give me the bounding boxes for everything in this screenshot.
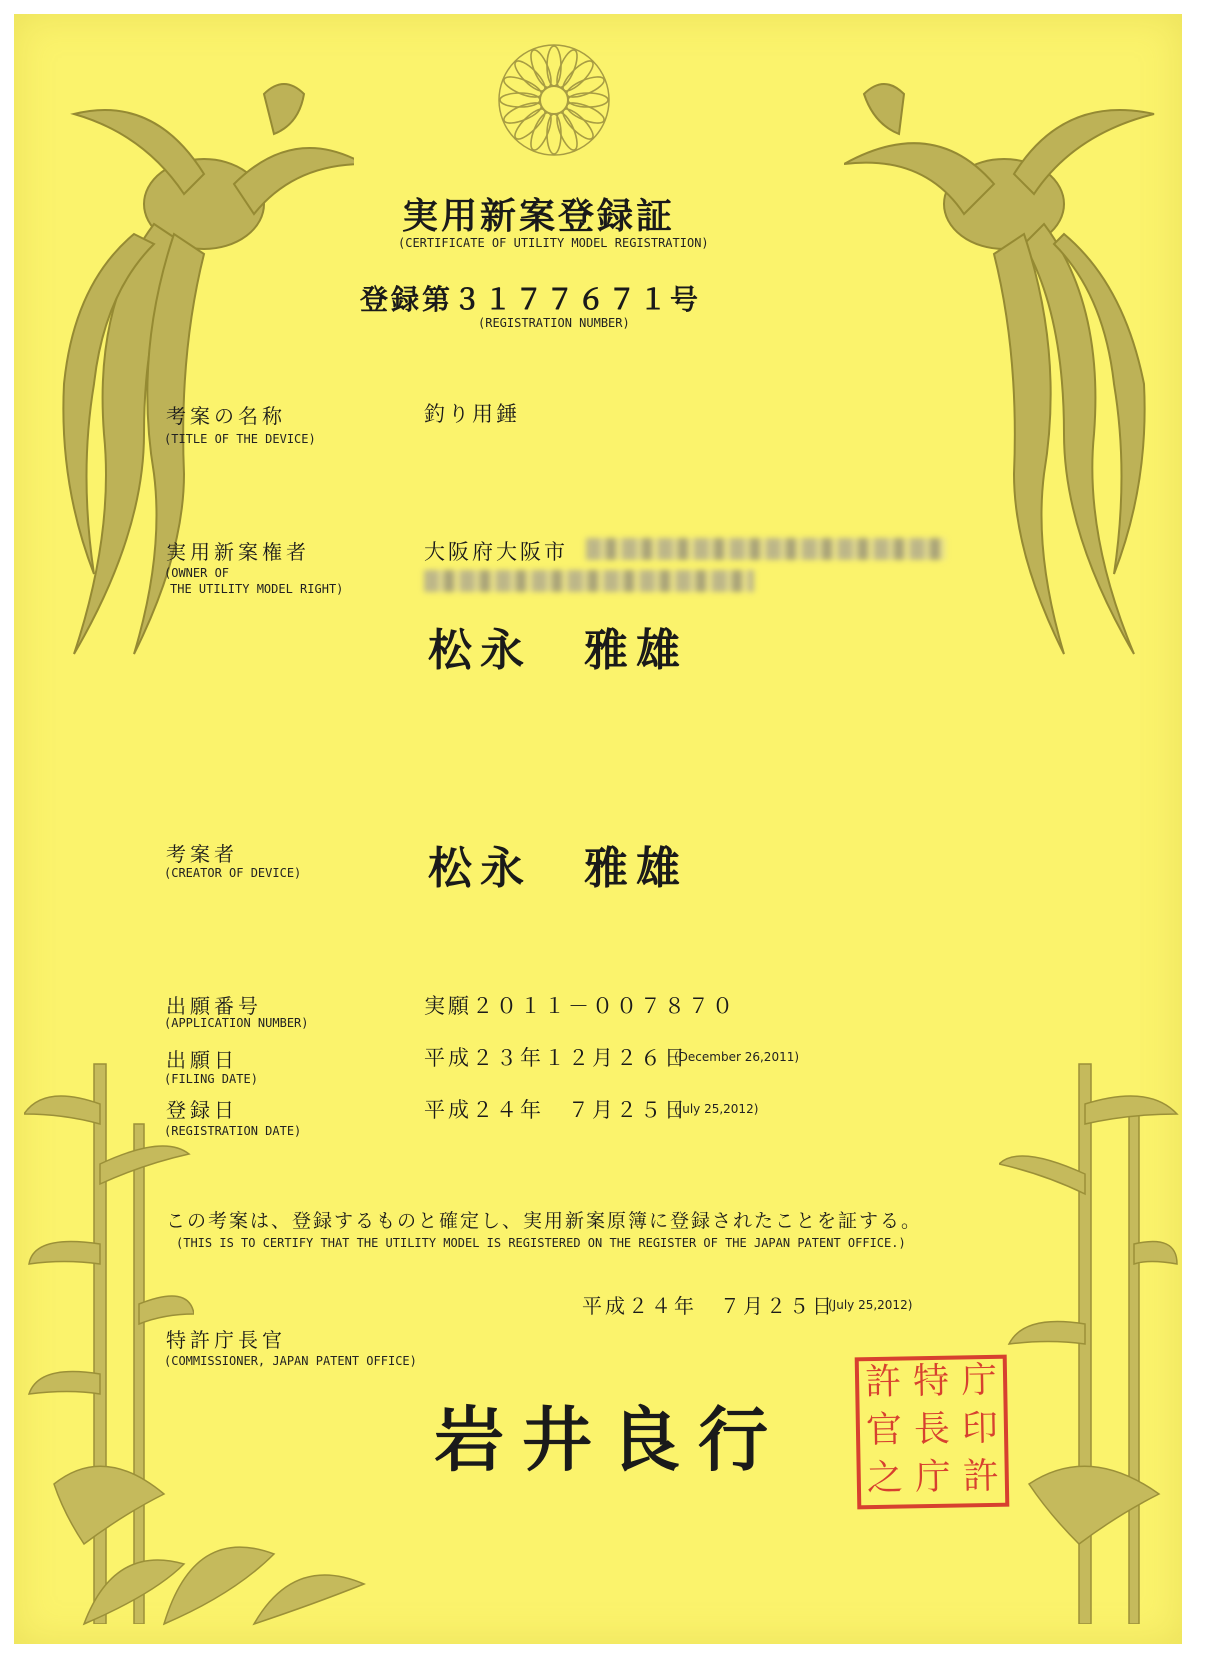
application-number-label: 出願番号 (166, 994, 262, 1018)
owner-label-english-line1: (OWNER OF (164, 566, 230, 580)
registration-date-label-english: (REGISTRATION DATE) (164, 1124, 302, 1138)
filing-date-value-english: (December 26,2011) (674, 1050, 800, 1064)
redacted-address-line2 (424, 570, 754, 592)
certificate-title: 実用新案登録証 (402, 195, 676, 237)
filing-date-label-english: (FILING DATE) (164, 1072, 258, 1086)
owner-label-english-line2: THE UTILITY MODEL RIGHT) (170, 582, 344, 596)
commissioner-label-english: (COMMISSIONER, JAPAN PATENT OFFICE) (164, 1354, 417, 1368)
right-bamboo-ornament-icon (999, 1044, 1179, 1624)
commissioner-signature: 岩井良行 (434, 1398, 786, 1481)
certificate-title-english: (CERTIFICATE OF UTILITY MODEL REGISTRATION) (398, 236, 709, 250)
application-number-label-english: (APPLICATION NUMBER) (164, 1016, 309, 1030)
seal-character: 印 (961, 1407, 999, 1450)
seal-character: 長 (913, 1408, 951, 1451)
chrysanthemum-crest-icon (496, 42, 612, 158)
registration-date-value-english: (July 25,2012) (674, 1102, 759, 1116)
official-seal-stamp (855, 1355, 1010, 1510)
owner-address: 大阪府大阪市 (424, 540, 568, 564)
registration-date-value: 平成２４年 ７月２５日 (424, 1098, 688, 1122)
device-title-label-english: (TITLE OF THE DEVICE) (164, 432, 316, 446)
seal-character: 之 (866, 1457, 904, 1500)
certificate-paper (14, 14, 1182, 1644)
registration-number-english: (REGISTRATION NUMBER) (478, 316, 630, 330)
owner-label: 実用新案権者 (166, 540, 310, 564)
device-title-label: 考案の名称 (166, 404, 286, 428)
left-phoenix-ornament-icon (34, 54, 354, 674)
creator-name: 松永 雅雄 (428, 843, 688, 894)
seal-character: 官 (865, 1409, 903, 1452)
certification-statement-english: (THIS IS TO CERTIFY THAT THE UTILITY MODEL IS REGISTERED ON THE REGISTER OF THE JAPAN PATENT OFFICE.) (176, 1236, 906, 1250)
filing-date-value: 平成２３年１２月２６日 (424, 1046, 688, 1070)
seal-character: 庁 (960, 1359, 998, 1402)
seal-character: 許 (864, 1361, 902, 1404)
commissioner-label: 特許庁長官 (166, 1328, 286, 1352)
owner-name: 松永 雅雄 (428, 625, 688, 676)
seal-character: 許 (962, 1455, 1000, 1498)
bottom-leaf-ornament-icon (74, 1484, 374, 1634)
registration-date-label: 登録日 (166, 1098, 238, 1122)
creator-label-english: (CREATOR OF DEVICE) (164, 866, 302, 880)
right-phoenix-ornament-icon (844, 54, 1174, 674)
issue-date-english: (July 25,2012) (828, 1298, 913, 1312)
seal-character: 庁 (914, 1456, 952, 1499)
application-number-value: 実願２０１１－００７８７０ (424, 994, 736, 1018)
filing-date-label: 出願日 (166, 1048, 238, 1072)
certification-statement: この考案は、登録するものと確定し、実用新案原簿に登録されたことを証する。 (166, 1210, 923, 1232)
registration-number: 登録第３１７７６７１号 (360, 283, 702, 316)
redacted-address-line1 (586, 538, 946, 560)
creator-label: 考案者 (166, 842, 238, 866)
seal-character: 特 (912, 1360, 950, 1403)
device-title-value: 釣り用錘 (424, 402, 520, 426)
issue-date: 平成２４年 ７月２５日 (582, 1294, 835, 1318)
